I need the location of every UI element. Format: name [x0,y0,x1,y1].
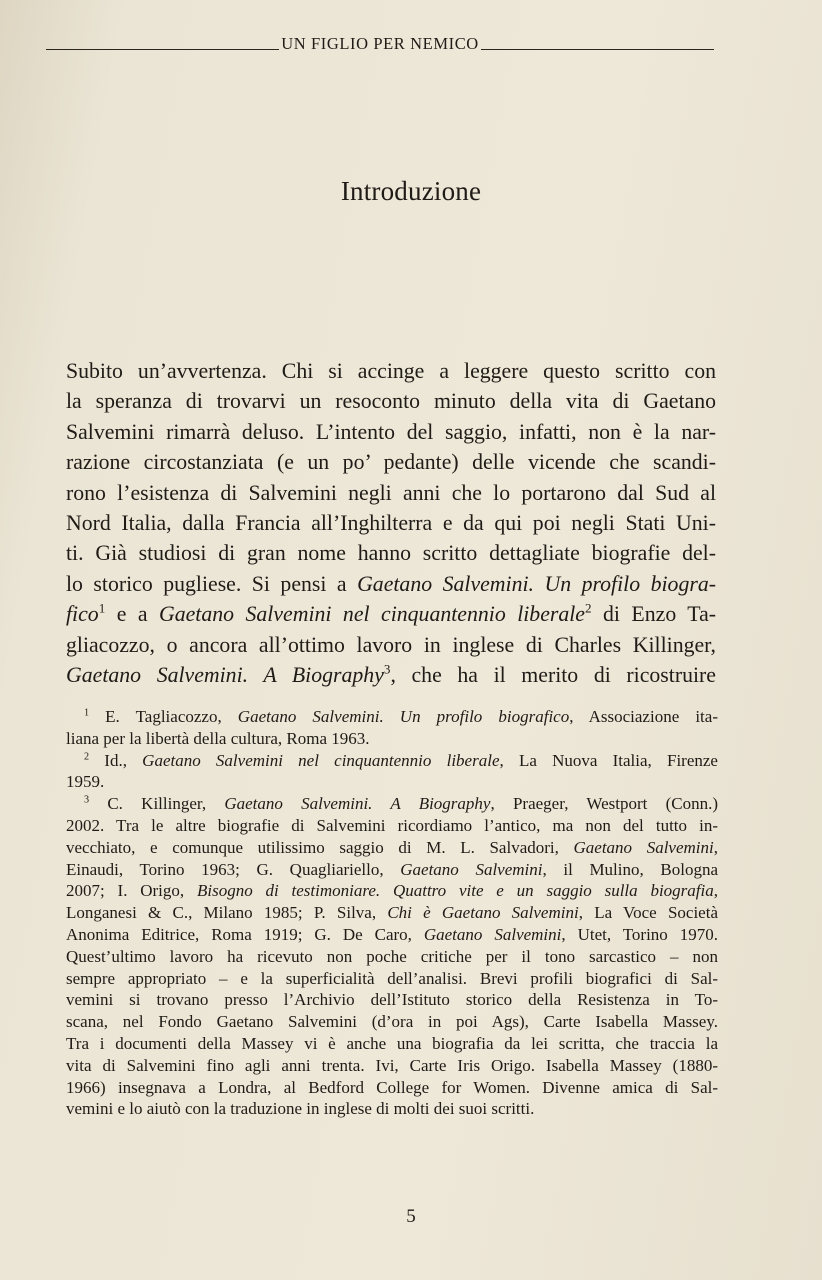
text-run: vemini si trovano presso l’Archivio dell’Istituto storico della Resistenza in To- [66,990,718,1010]
text-run: sempre appropriato – e la superficialità dell’analisi. Brevi profili biografici di Sal- [66,968,718,988]
page-number: 5 [406,1206,416,1227]
footnote-line [66,728,718,750]
text-run: liana per la libertà della cultura, Roma 1963. [66,728,370,748]
footnote-marker: 3 [383,661,391,677]
text-run: di Enzo Ta- [591,602,717,627]
text-run: vecchiato, e comunque utilissimo saggio di M. L. Salvadori, [66,837,574,857]
footnote-line [66,1055,718,1077]
footnote-line [66,793,718,815]
footnote-1 [66,706,718,750]
italic-title: Gaetano Salvemini. Un profilo biografico [237,707,570,726]
chapter-title: Introduzione [340,176,482,206]
italic-title: Gaetano Salvemini nel cinquantennio liberale [158,602,585,627]
footnote-line [66,946,718,968]
footnote-line [66,968,718,990]
text-run: E. Tagliacozzo, [89,707,238,726]
footnote-line [66,1011,718,1033]
body-line: gliacozzo, o ancora all’ottimo lavoro in inglese di Charles Killinger, [66,632,716,657]
text-run: 2002. Tra le altre biografie di Salvemini ricordiamo l’antico, ma non del tutto in- [66,815,718,835]
text-run: 1966) insegnava a Londra, al Bedford College for Women. Divenne amica di Sal- [66,1077,718,1097]
body-line [66,569,716,599]
text-run: , La Voce Società [578,903,718,923]
running-head-rule-left [46,49,279,50]
footnote-line [66,880,718,902]
footnote-line [66,837,718,859]
running-head-rule-right [481,49,714,50]
body-line: Subito un’avvertenza. Chi si accinge a leggere questo scritto con [66,359,716,383]
text-run: vita di Salvemini fino agli anni trenta. Ivi, Carte Iris Origo. Isabella Massey (1880- [66,1055,718,1075]
text-run: e a [105,602,159,627]
text-run: vemini e lo aiutò con la traduzione in inglese di molti dei suoi scritti. [66,1099,535,1119]
text-run: , [713,837,718,857]
body-line: ti. Già studiosi di gran nome hanno scritto dettagliate biografie del- [66,541,716,566]
body-line: Nord Italia, dalla Francia all’Inghilterra e da qui poi negli Stati Uni- [66,510,716,535]
text-run: , Utet, Torino 1970. [561,924,718,944]
footnote-line [66,815,718,837]
footnote-2 [66,750,718,794]
text-run: , [713,881,718,901]
text-run: Longanesi & C., Milano 1985; P. Silva, [66,903,388,923]
italic-title: Chi è Gaetano Salvemini [387,903,579,923]
running-head [46,34,714,54]
text-run: scana, nel Fondo Gaetano Salvemini (d’ora in poi Ags), Carte Isabella Massey. [66,1012,718,1032]
text-run: , La Nuova Italia, Firenze [499,750,718,770]
body-line: Salvemini rimarrà deluso. L’intento del saggio, infatti, non è la nar- [66,419,716,444]
text-run: , Praeger, Westport (Conn.) [490,794,718,814]
footnote-marker: 2 [585,600,592,616]
footnote-line [66,1077,718,1099]
italic-title: Bisogno di testimoniare. Quattro vite e un saggio sulla biografia [196,881,714,901]
text-run: Id., [89,750,143,770]
italic-title: Gaetano Salvemini nel cinquantennio liberale [142,750,500,770]
footnote-line [66,1033,718,1055]
text-run: 1959. [66,772,105,792]
footnote-3 [66,793,718,1120]
body-line [66,599,716,629]
text-run: , Associazione ita- [569,707,718,726]
body-line: rono l’esistenza di Salvemini negli anni che lo portarono dal Sud al [66,480,716,505]
footnotes [66,706,718,1120]
footnote-line [66,924,718,946]
italic-title: fico [66,602,99,627]
text-run: , che ha il merito di ricostruire [390,662,716,687]
footnote-line [66,750,718,772]
footnote-line [66,859,718,881]
text-run: C. Killinger, [89,794,225,814]
footnote-line [66,771,718,793]
italic-title: Gaetano Salvemini [573,837,714,857]
footnote-line [66,706,718,728]
body-line: la speranza di trovarvi un resoconto minuto della vita di Gaetano [66,389,716,414]
footnote-marker: 3 [84,794,90,806]
footnote-line [66,1098,718,1120]
italic-title: Gaetano Salvemini [423,924,562,944]
body-line: razione circostanziata (e un po’ pedante) delle vicende che scandi- [66,450,716,475]
footnote-marker: 1 [98,600,106,616]
body-text [66,356,716,690]
italic-title: Gaetano Salvemini. A Biography [66,662,384,687]
text-run: lo storico pugliese. Si pensi a [66,571,358,596]
footnote-marker: 2 [84,750,90,762]
text-run: Einaudi, Torino 1963; G. Quagliariello, [66,859,401,879]
text-run: , il Mulino, Bologna [542,859,718,879]
text-run: 2007; I. Origo, [66,881,197,901]
italic-title: Gaetano Salvemini [400,859,543,879]
footnote-marker: 1 [84,707,90,719]
footnote-line [66,902,718,924]
text-run: Quest’ultimo lavoro ha ricevuto non poche critiche per il tono sarcastico – non [66,946,718,966]
text-run: Tra i documenti della Massey vi è anche una biografia da lei scritta, che traccia la [66,1033,718,1053]
italic-title: Gaetano Salvemini. Un profilo biogra- [357,571,716,596]
italic-title: Gaetano Salvemini. A Biography [224,794,491,814]
body-line [66,660,716,690]
running-head-title: UN FIGLIO PER NEMICO [281,34,479,53]
text-run: Anonima Editrice, Roma 1919; G. De Caro, [66,924,424,944]
footnote-line [66,989,718,1011]
